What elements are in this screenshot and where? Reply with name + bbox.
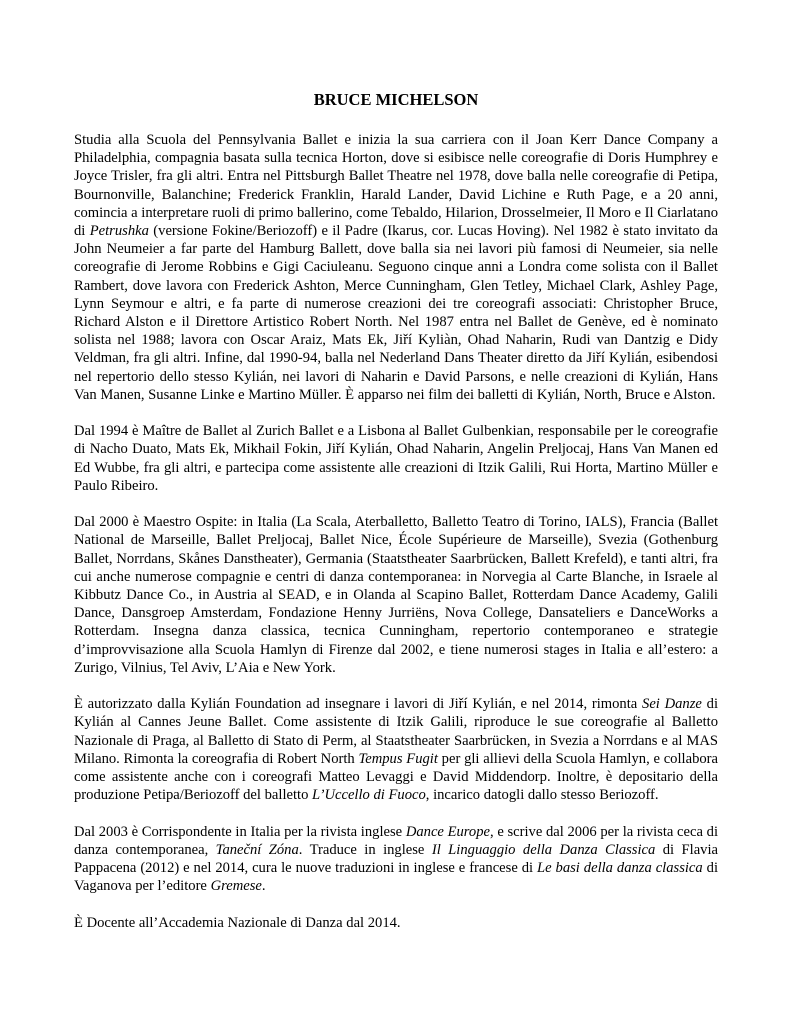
italic-run: Le basi della danza classica (537, 860, 703, 877)
text-run: (versione Fokine/Beriozoff) e il Padre (Ikarus, cor. Lucas Hoving). Nel 1982 è stato invitato da John Neumeier a far parte del Hamburg Ballett, dove balla sia nei lavori più famosi di Neumeier, sia nelle coreografie di Jerome Robbins e Gigi Caciuleanu. Seguono cinque anni a Londra come solista con il Ballet Rambert, dove lavora con Frederick Ashton, Merce Cunningham, Glen Tetley, Michael Clark, Ashley Page, Lynn Seymour e altri, e fa parte di numerose creazioni dei tre coreografi associati: Christopher Bruce, Richard Alston e il Direttore Artistico Robert North. Nel 1987 entra nel Ballet de Genève, ed è nominato solista nel 1988; lavora con Oscar Araiz, Mats Ek, Jiří Kyliàn, Ohad Naharin, Rudi van Dantzig e Didy Veldman, fra gli altri. Infine, dal 1990-94, balla nel Nederland Dans Theater diretto da Jiří Kylián, esibendosi nel repertorio dello stesso Kylián, nei lavori di Naharin e David Parsons, e nelle creazioni di Kylián, Hans Van Manen, Susanne Linke e Martino Müller. È apparso nei film dei balletti di Kylián, North, Bruce e Alston. (74, 223, 719, 403)
italic-run: Taneční Zóna (215, 841, 299, 858)
italic-run: Sei Danze (642, 696, 702, 713)
text-run: , e scrive dal 2006 per la rivista ceca di danza contemporanea, (74, 823, 718, 858)
italic-run: Il Linguaggio della Danza Classica (431, 841, 656, 858)
italic-run: Tempus Fugit (358, 750, 438, 767)
text-run: Dal 2003 è Corrispondente in Italia per la rivista inglese (74, 823, 406, 840)
paragraph-kylian-foundation (74, 695, 718, 804)
paragraph-maestro-ospite: Dal 2000 è Maestro Ospite: in Italia (La Scala, Aterballetto, Balletto Teatro di Torino, IALS), Francia (Ballet National de Marseille, Ballet Preljocaj, Ballet Nice, École Supérieure de Marseille), Svezia (Gothenburg Ballet, Norrdans, Skånes Danstheater), Germania (Staatstheater Saarbrücken, Ballett Krefeld), e tanti altri, fra cui anche numerose compagnie e centri di danza contemporanea: in Norvegia al Carte Blanche, in Israele al Kibbutz Dance Co., in Austria al SEAD, e in Olanda al Scapino Ballet, Rotterdam Dance Academy, Galili Dance, Dansgroep Amsterdam, Fondazione Henny Jurriëns, Nova College, Dansateliers e DanceWorks a Rotterdam. Insegna danza classica, tecnica Cunningham, repertorio contemporaneo e strategie d’improvvisazione alla Scuola Hamlyn di Firenze dal 2002, e tiene numerosi stages in Italia e all’estero: a Zurigo, Vilnius, Tel Aviv, L’Aia e New York. (74, 514, 718, 676)
italic-run: Petrushka (89, 223, 149, 240)
paragraph-corrispondente (74, 823, 718, 896)
text-run: , incarico datogli dallo stesso Beriozoff. (425, 787, 659, 804)
text-run: per gli allievi della Scuola Hamlyn, e collabora come assistente anche con i coreografi Matteo Levaggi e David Middendorp. Inoltre, è depositario della produzione Petipa/Beriozoff del balletto (74, 750, 719, 804)
text-run: di Flavia Pappacena (2012) e nel 2014, cura le nuove traduzioni in inglese e francese di (74, 841, 719, 877)
page-title: BRUCE MICHELSON (313, 90, 479, 109)
paragraph-career (74, 131, 718, 404)
text-run: . (261, 878, 266, 895)
text-run: È autorizzato dalla Kylián Foundation ad insegnare i lavori di Jiří Kylián, e nel 2014, rimonta (74, 696, 643, 713)
text-run: Studia alla Scuola del Pennsylvania Ballet e inizia la sua carriera con il Joan Kerr Dance Company a Philadelphia, compagnia basata sulla tecnica Horton, dove si esibisce nelle coreografie di Doris Humphrey e Joyce Trisler, fra gli altri. Entra nel Pittsburgh Ballet Theatre nel 1978, dove balla nelle coreografie di Petipa, Bournonville, Balanchine; Frederick Franklin, Harald Lander, David Lichine e Ruth Page, e a 20 anni, comincia a interpretare ruoli di primo ballerino, come Tebaldo, Hilarion, Drosselmeier, Il Moro e Il Ciarlatano di (74, 132, 718, 240)
text-run: di Kylián al Cannes Jeune Ballet. Come assistente di Itzik Galili, riproduce le sue coreografie al Balletto Nazionale di Praga, al Balletto di Stato di Perm, al Staatstheater Saarbrücken, in Svezia a Norrdans e al MAS Milano. Rimonta la coreografia di Robert North (74, 696, 718, 767)
paragraph-maitre-de-ballet: Dal 1994 è Maître de Ballet al Zurich Ballet e a Lisbona al Ballet Gulbenkian, responsabile per le coreografie di Nacho Duato, Mats Ek, Mikhail Fokin, Jiří Kylián, Ohad Naharin, Angelin Preljocaj, Hans Van Manen ed Ed Wubbe, fra gli altri, e partecipa come assistente alle creazioni di Itzik Galili, Rui Horta, Martino Müller e Paulo Ribeiro. (74, 423, 718, 494)
text-run: . Traduce in inglese (298, 841, 432, 858)
italic-run: L’Uccello di Fuoco (312, 787, 426, 804)
italic-run: Gremese (210, 878, 262, 895)
paragraph-docente: È Docente all’Accademia Nazionale di Danza dal 2014. (74, 914, 401, 931)
italic-run: Dance Europe (405, 823, 490, 840)
text-run: di Vaganova per l’editore (74, 860, 718, 895)
document-page (74, 90, 718, 932)
